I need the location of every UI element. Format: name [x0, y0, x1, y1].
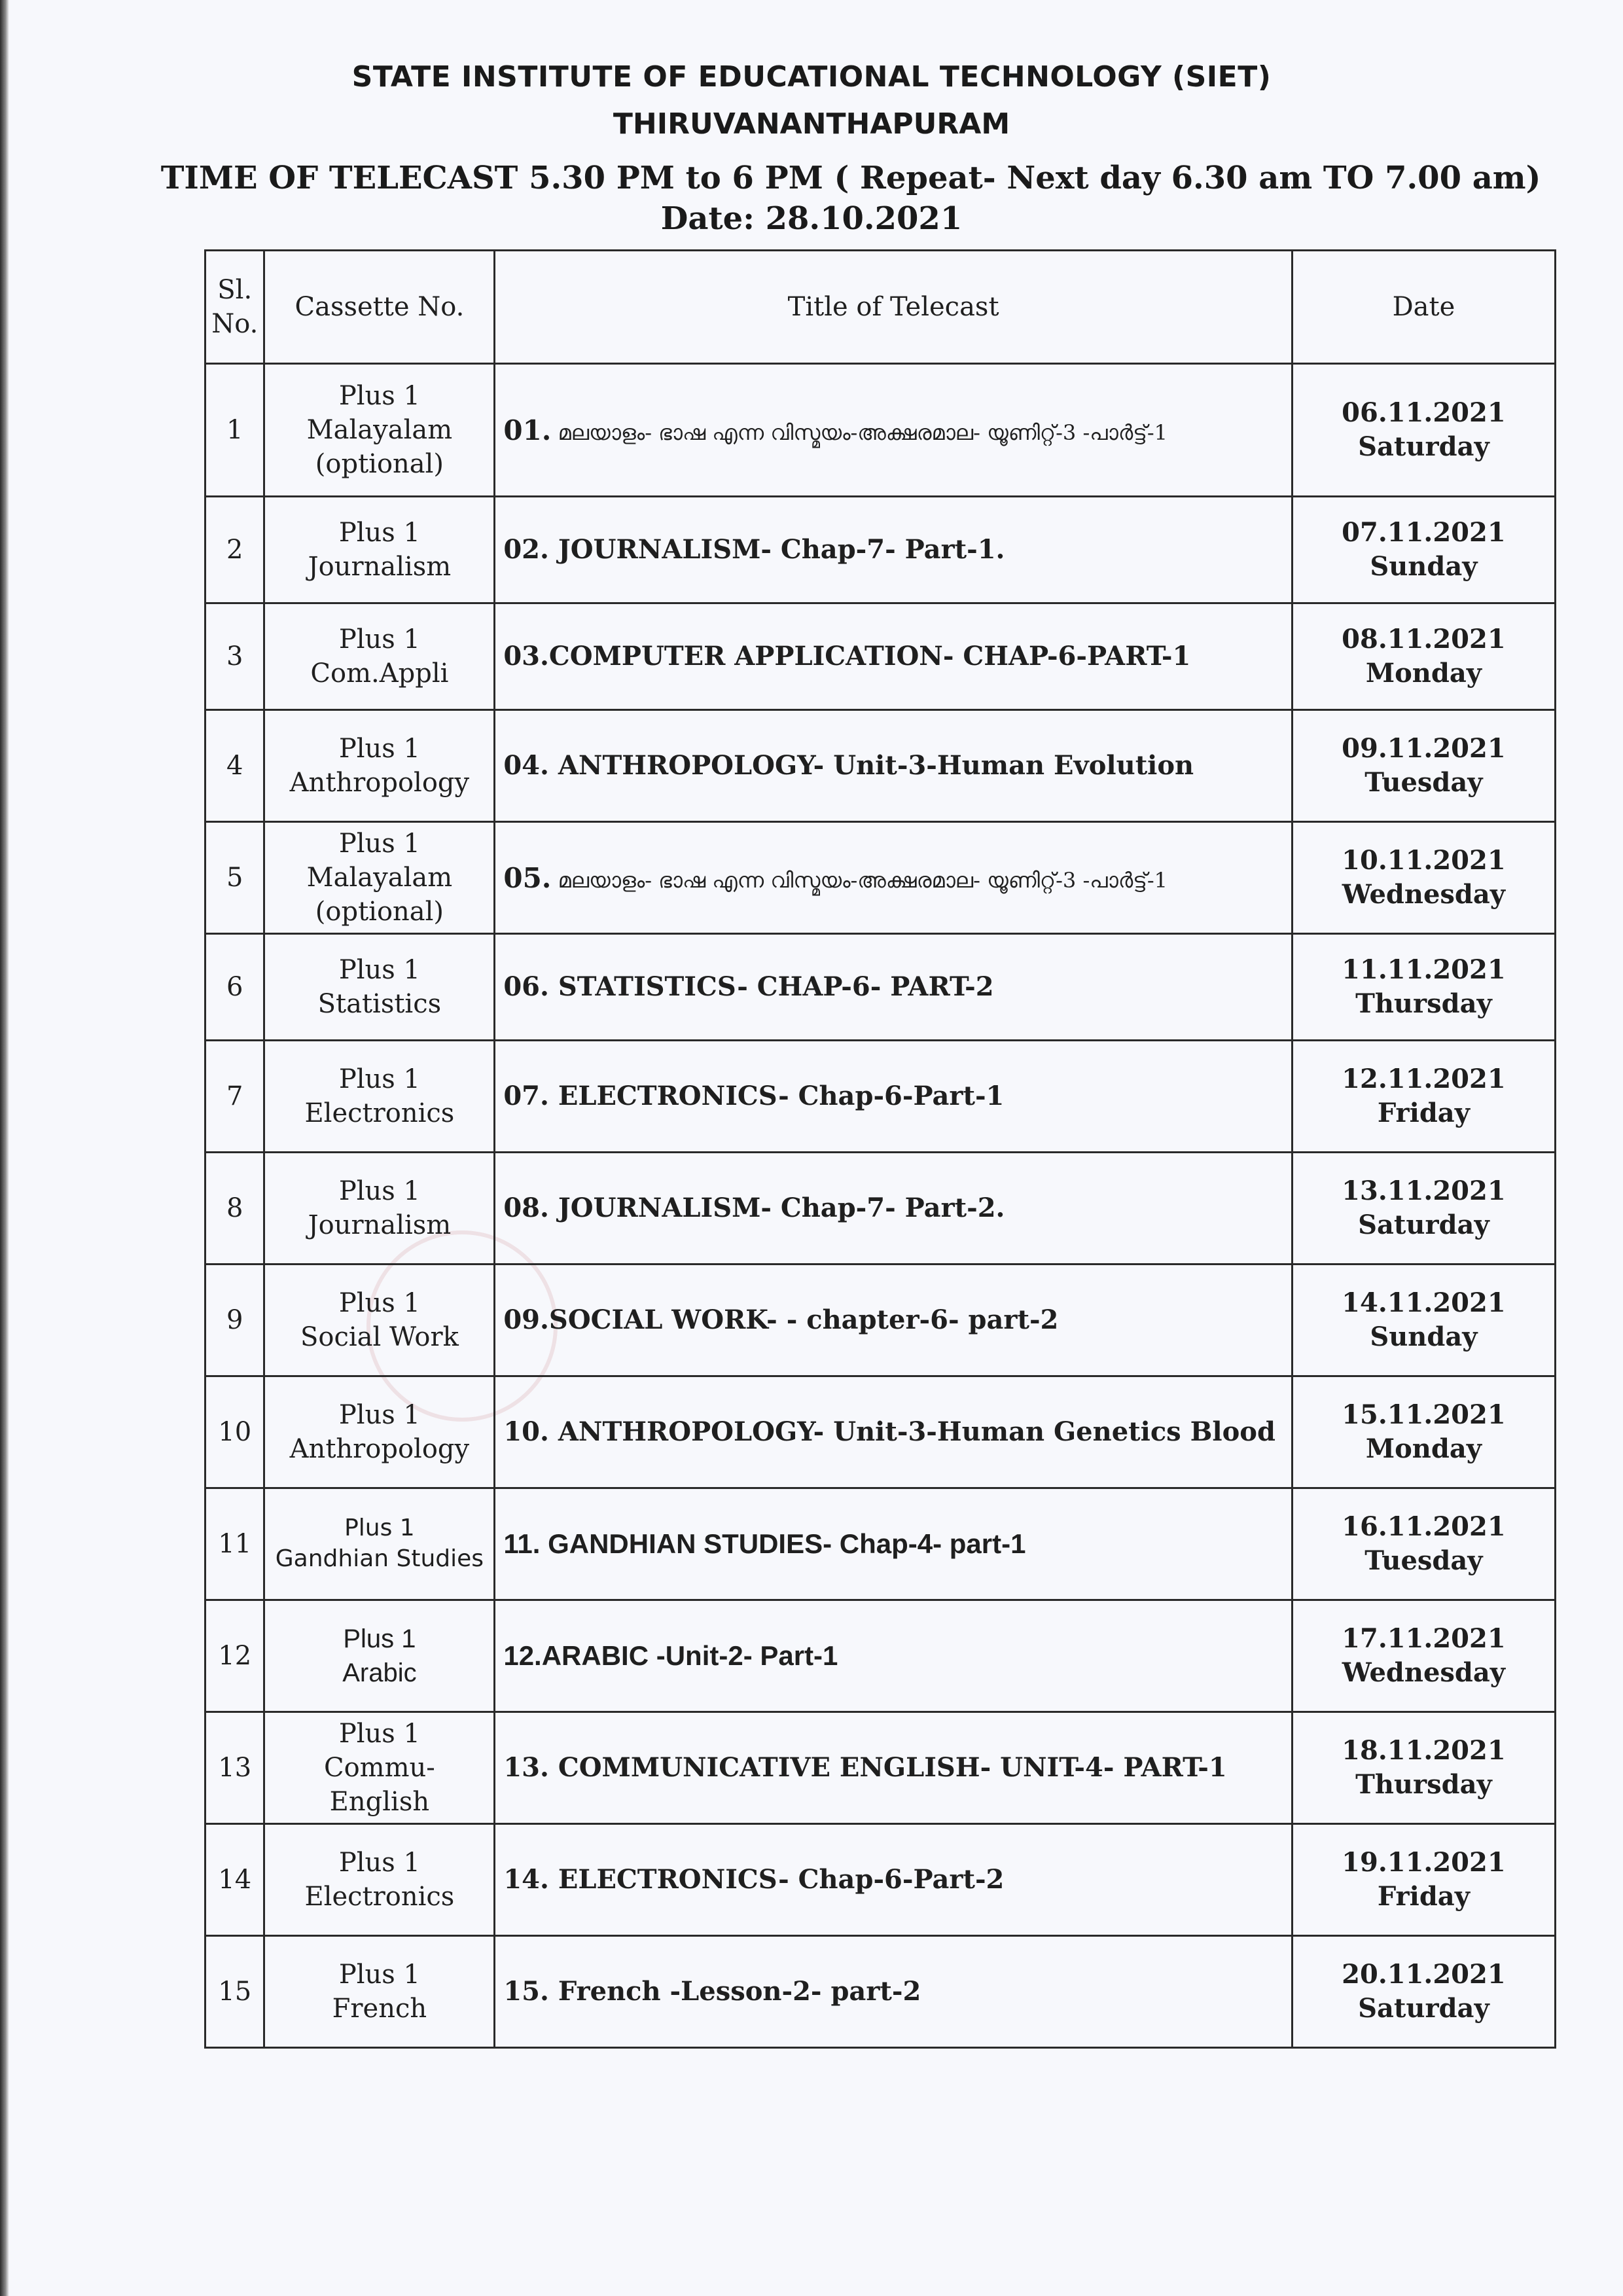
cassette-line: Malayalam [306, 415, 453, 445]
cassette-line: Commu- English [323, 1753, 435, 1817]
day-value: Thursday [1355, 1769, 1492, 1800]
date-value: 06.11.2021 [1342, 397, 1506, 428]
cassette-line: Journalism [308, 1210, 452, 1240]
header-sl-no [205, 251, 264, 364]
cassette-line: Electronics [304, 1098, 455, 1128]
date-cell [1292, 1824, 1555, 1936]
cassette-cell [264, 1824, 495, 1936]
cassette-cell [264, 710, 495, 822]
table-row [205, 1824, 1556, 1936]
cassette-line: (optional) [315, 897, 444, 927]
day-value: Wednesday [1342, 879, 1506, 910]
day-value: Monday [1365, 1433, 1482, 1464]
sl-cell: 7 [205, 1041, 264, 1153]
title-cell: 06. STATISTICS- CHAP-6- PART-2 [495, 934, 1292, 1041]
table-row [205, 497, 1556, 603]
title-cell: 07. ELECTRONICS- Chap-6-Part-1 [495, 1041, 1292, 1153]
title-cell [495, 822, 1292, 934]
cassette-line: Plus 1 [343, 1624, 416, 1653]
date-value: 07.11.2021 [1342, 517, 1506, 548]
cassette-line: (optional) [315, 449, 444, 479]
cassette-line: Anthropology [289, 1434, 470, 1464]
header-sl-line2: No. [211, 309, 259, 339]
date-cell [1292, 1600, 1555, 1712]
cassette-line: Statistics [317, 989, 442, 1019]
cassette-line: Social Work [300, 1322, 459, 1352]
title-cell: 12.ARABIC -Unit-2- Part-1 [495, 1600, 1292, 1712]
day-value: Tuesday [1364, 767, 1483, 798]
table-row [205, 934, 1556, 1041]
sl-cell: 8 [205, 1153, 264, 1265]
day-value: Thursday [1355, 988, 1492, 1019]
title-text: മലയാളം- ഭാഷ എന്ന വിസ്മയം-അക്ഷരമാല- യൂണിറ്റ്-3 -പാർട്ട്-1 [558, 420, 1168, 445]
table-row [205, 1712, 1556, 1824]
table-row [205, 1153, 1556, 1265]
day-value: Sunday [1370, 551, 1478, 582]
day-value: Wednesday [1342, 1657, 1506, 1688]
sl-cell: 6 [205, 934, 264, 1041]
table-row [205, 364, 1556, 497]
day-value: Saturday [1358, 1993, 1489, 2024]
date-value: 10.11.2021 [1342, 845, 1506, 876]
cassette-line: Malayalam [306, 863, 453, 893]
title-text: മലയാളം- ഭാഷ എന്ന വിസ്മയം-അക്ഷരമാല- യൂണിറ്റ്-3 -പാർട്ട്-1 [558, 867, 1168, 893]
city-name: THIRUVANANTHAPURAM [613, 107, 1010, 141]
date-value: 20.11.2021 [1342, 1959, 1506, 1990]
table-row [205, 1265, 1556, 1376]
day-value: Friday [1377, 1098, 1470, 1128]
title-cell: 02. JOURNALISM- Chap-7- Part-1. [495, 497, 1292, 603]
cassette-line: Plus 1 [338, 1400, 420, 1430]
day-value: Saturday [1358, 1210, 1489, 1240]
date-cell [1292, 822, 1555, 934]
title-cell: 09.SOCIAL WORK- - chapter-6- part-2 [495, 1265, 1292, 1376]
cassette-cell [264, 1041, 495, 1153]
date-value: 16.11.2021 [1342, 1511, 1506, 1542]
cassette-line: Plus 1 [338, 1176, 420, 1206]
institute-name: STATE INSTITUTE OF EDUCATIONAL TECHNOLOGY (SIET) [351, 60, 1272, 94]
cassette-line: Plus 1 [338, 381, 420, 411]
table-row [205, 710, 1556, 822]
date-value: 18.11.2021 [1342, 1735, 1506, 1766]
sl-cell: 2 [205, 497, 264, 603]
scan-edge [0, 0, 9, 2296]
table-row [205, 822, 1556, 934]
sl-cell: 10 [205, 1376, 264, 1488]
sl-cell: 13 [205, 1712, 264, 1824]
date-cell [1292, 1153, 1555, 1265]
title-number: 05. [503, 861, 552, 894]
cassette-line: Plus 1 [344, 1515, 415, 1542]
cassette-line: Anthropology [289, 768, 470, 798]
cassette-line: French [332, 1994, 427, 2024]
table-row [205, 1041, 1556, 1153]
cassette-line: Plus 1 [338, 1848, 420, 1878]
day-value: Sunday [1370, 1321, 1478, 1352]
title-cell: 13. COMMUNICATIVE ENGLISH- UNIT-4- PART-1 [495, 1712, 1292, 1824]
date-cell [1292, 1265, 1555, 1376]
cassette-cell [264, 1376, 495, 1488]
sl-cell: 11 [205, 1488, 264, 1600]
table-row [205, 1376, 1556, 1488]
date-cell [1292, 1488, 1555, 1600]
cassette-line: Plus 1 [338, 518, 420, 548]
table-row [205, 1488, 1556, 1600]
cassette-line: Com.Appli [310, 658, 449, 689]
cassette-cell [264, 1153, 495, 1265]
sl-cell: 14 [205, 1824, 264, 1936]
cassette-cell [264, 1265, 495, 1376]
title-cell: 03.COMPUTER APPLICATION- CHAP-6-PART-1 [495, 603, 1292, 710]
title-number: 01. [503, 414, 552, 446]
date-value: 09.11.2021 [1342, 733, 1506, 764]
date-value: 15.11.2021 [1342, 1399, 1506, 1430]
header-title: Title of Telecast [495, 251, 1292, 364]
sl-cell: 9 [205, 1265, 264, 1376]
table-row [205, 603, 1556, 710]
title-cell: 10. ANTHROPOLOGY- Unit-3-Human Genetics Blood [495, 1376, 1292, 1488]
title-cell: 15. French -Lesson-2- part-2 [495, 1936, 1292, 2048]
date-cell [1292, 934, 1555, 1041]
document-date: Date: 28.10.2021 [660, 200, 963, 237]
header-cassette-no: Cassette No. [264, 251, 495, 364]
table-header-row [205, 251, 1556, 364]
sl-cell: 1 [205, 364, 264, 497]
date-cell [1292, 364, 1555, 497]
date-cell [1292, 603, 1555, 710]
cassette-line: Journalism [308, 552, 452, 582]
date-value: 08.11.2021 [1342, 624, 1506, 655]
table-row [205, 1936, 1556, 2048]
title-cell: 14. ELECTRONICS- Chap-6-Part-2 [495, 1824, 1292, 1936]
cassette-cell [264, 934, 495, 1041]
header-date: Date [1292, 251, 1555, 364]
cassette-line: Plus 1 [338, 829, 420, 859]
cassette-line: Plus 1 [338, 1064, 420, 1094]
sl-cell: 12 [205, 1600, 264, 1712]
date-cell [1292, 1936, 1555, 2048]
day-value: Saturday [1358, 431, 1489, 462]
sl-cell: 15 [205, 1936, 264, 2048]
title-cell: 04. ANTHROPOLOGY- Unit-3-Human Evolution [495, 710, 1292, 822]
date-cell [1292, 710, 1555, 822]
date-cell [1292, 497, 1555, 603]
date-cell [1292, 1712, 1555, 1824]
title-cell [495, 364, 1292, 497]
table-row [205, 1600, 1556, 1712]
sl-cell: 3 [205, 603, 264, 710]
cassette-line: Plus 1 [338, 1719, 420, 1749]
cassette-line: Plus 1 [338, 1960, 420, 1990]
date-value: 17.11.2021 [1342, 1623, 1506, 1654]
cassette-cell [264, 603, 495, 710]
day-value: Monday [1365, 658, 1482, 689]
cassette-line: Gandhian Studies [275, 1545, 484, 1572]
cassette-cell [264, 1600, 495, 1712]
date-value: 14.11.2021 [1342, 1287, 1506, 1318]
cassette-line: Electronics [304, 1882, 455, 1912]
day-value: Tuesday [1364, 1545, 1483, 1576]
cassette-line: Plus 1 [338, 955, 420, 985]
title-cell: 11. GANDHIAN STUDIES- Chap-4- part-1 [495, 1488, 1292, 1600]
cassette-line: Plus 1 [338, 624, 420, 655]
cassette-cell [264, 1936, 495, 2048]
day-value: Friday [1377, 1881, 1470, 1912]
cassette-line: Plus 1 [338, 1288, 420, 1318]
cassette-cell [264, 1712, 495, 1824]
cassette-line: Arabic [342, 1659, 417, 1687]
date-value: 13.11.2021 [1342, 1175, 1506, 1206]
cassette-cell [264, 822, 495, 934]
date-value: 19.11.2021 [1342, 1847, 1506, 1878]
sl-cell: 5 [205, 822, 264, 934]
title-cell: 08. JOURNALISM- Chap-7- Part-2. [495, 1153, 1292, 1265]
date-cell [1292, 1376, 1555, 1488]
sl-cell: 4 [205, 710, 264, 822]
telecast-schedule-table [204, 249, 1556, 2049]
cassette-cell [264, 497, 495, 603]
telecast-time: TIME OF TELECAST 5.30 PM to 6 PM ( Repeat- Next day 6.30 am TO 7.00 am) [160, 160, 1541, 196]
date-value: 11.11.2021 [1342, 954, 1506, 985]
date-value: 12.11.2021 [1342, 1064, 1506, 1094]
cassette-line: Plus 1 [338, 734, 420, 764]
cassette-cell [264, 1488, 495, 1600]
date-cell [1292, 1041, 1555, 1153]
header-sl-line1: Sl. [217, 275, 253, 305]
cassette-cell [264, 364, 495, 497]
